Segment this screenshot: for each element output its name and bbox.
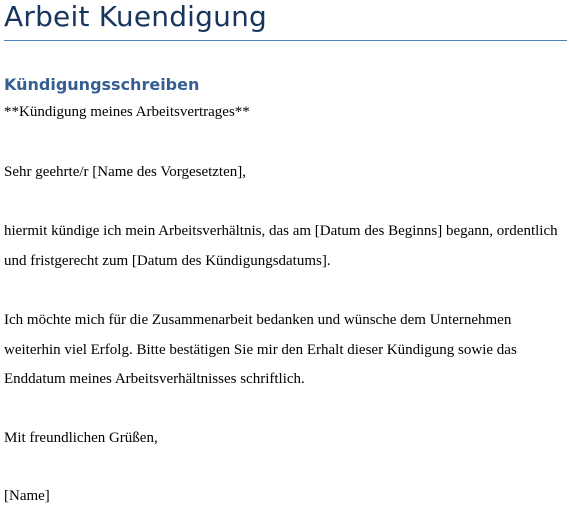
paragraph1-line1: hiermit kündige ich mein Arbeitsverhältnis, das am [Datum des Beginns] begann, ordentlich [4, 223, 558, 239]
subject-line: **Kündigung meines Arbeitsvertrages** [4, 104, 250, 120]
closing-line: Mit freundlichen Grüßen, [4, 430, 158, 446]
paragraph2-line3: Enddatum meines Arbeitsverhältnisses schriftlich. [4, 371, 305, 387]
signature-name: [Name] [4, 488, 50, 504]
section-heading: Kündigungsschreiben [4, 75, 200, 94]
salutation: Sehr geehrte/r [Name des Vorgesetzten], [4, 164, 246, 180]
paragraph2-line1: Ich möchte mich für die Zusammenarbeit bedanken und wünsche dem Unternehmen [4, 312, 512, 328]
paragraph1-line2: und fristgerecht zum [Datum des Kündigungsdatums]. [4, 253, 331, 269]
paragraph2-line2: weiterhin viel Erfolg. Bitte bestätigen Sie mir den Erhalt dieser Kündigung sowie das [4, 342, 517, 358]
document-title: Arbeit Kuendigung [4, 0, 268, 33]
title-divider [4, 40, 567, 41]
